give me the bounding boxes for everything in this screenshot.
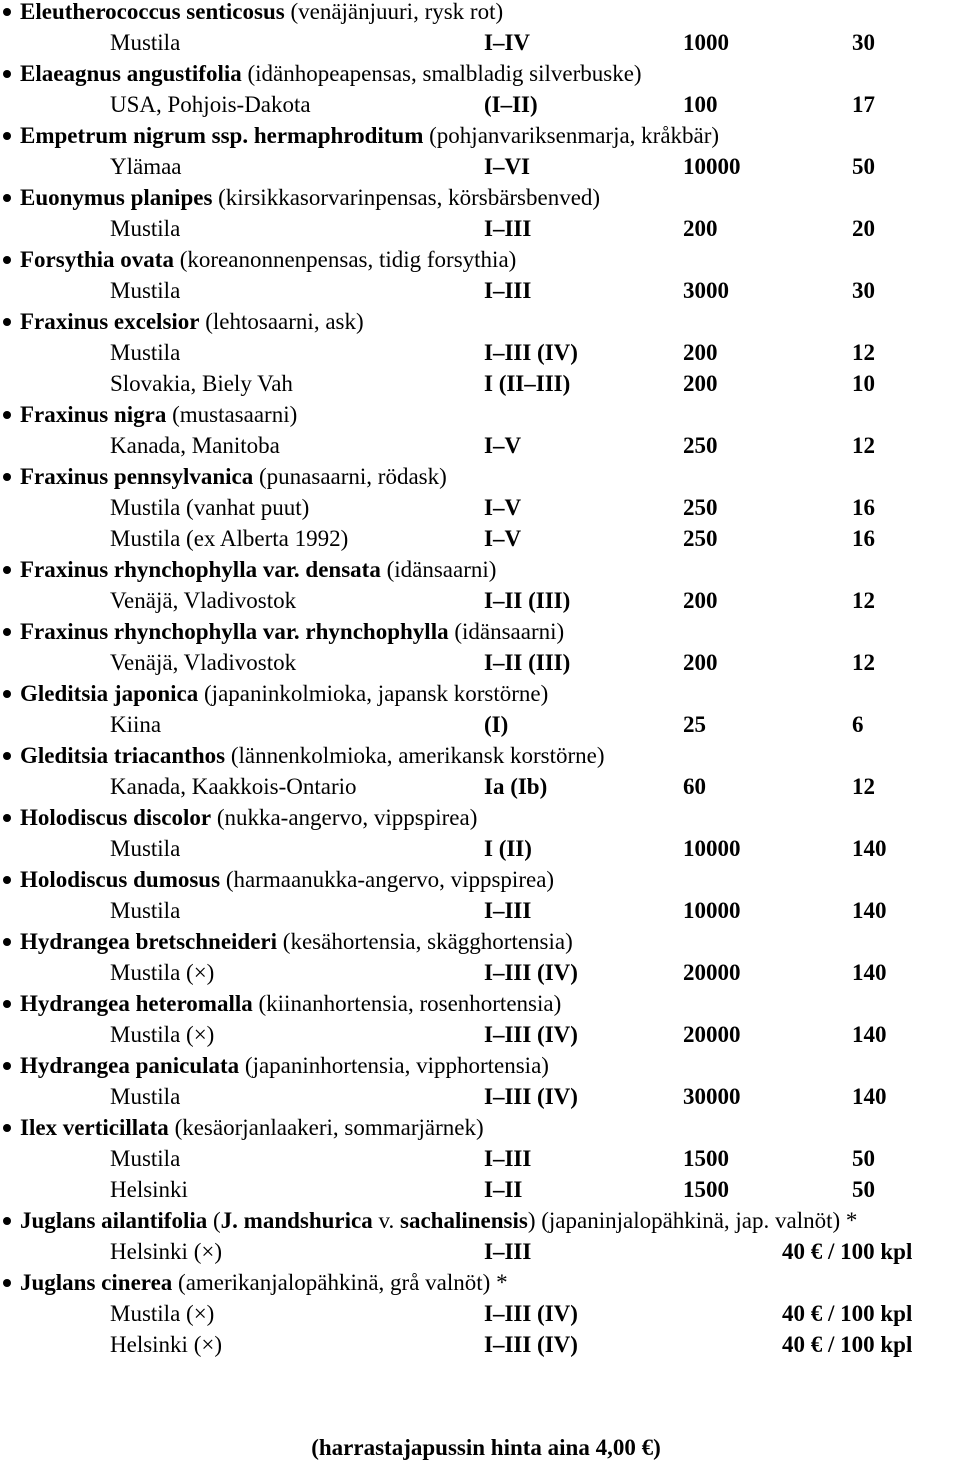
species-name: Holodiscus dumosus <box>20 867 221 892</box>
species-heading <box>0 616 960 647</box>
price-cell: 30 <box>852 278 875 303</box>
zone-cell: (I–II) <box>484 92 538 117</box>
origin-cell: Mustila <box>110 1146 181 1171</box>
origin-cell: Ylämaa <box>110 154 182 179</box>
origin-cell: Mustila <box>110 30 181 55</box>
species-common-names: (japaninhortensia, vipphortensia) <box>239 1053 549 1078</box>
origin-row <box>0 833 960 864</box>
quantity-cell: 10000 <box>683 836 741 861</box>
price-cell: 50 <box>852 154 875 179</box>
price-per-count-cell: 40 € / 100 kpl <box>782 1332 913 1357</box>
bullet-icon <box>3 1000 11 1008</box>
bullet-icon <box>3 411 11 419</box>
quantity-cell: 200 <box>683 371 718 396</box>
origin-cell: Slovakia, Biely Vah <box>110 371 293 396</box>
species-heading <box>0 306 960 337</box>
price-cell: 20 <box>852 216 875 241</box>
origin-row <box>0 151 960 182</box>
origin-cell: Kiina <box>110 712 162 737</box>
species-heading <box>0 1205 960 1236</box>
species-name: Eleutherococcus senticosus <box>20 0 285 24</box>
quantity-cell: 200 <box>683 340 718 365</box>
species-common-names: (lännenkolmioka, amerikansk korstörne) <box>225 743 605 768</box>
species-common-names: (harmaanukka-angervo, vippspirea) <box>220 867 555 892</box>
origin-row <box>0 1174 960 1205</box>
species-common-names: (kesäorjanlaakeri, sommarjärnek) <box>168 1115 484 1140</box>
zone-cell: I–II (III) <box>484 650 571 675</box>
origin-cell: Mustila <box>110 898 181 923</box>
zone-cell: I–III (IV) <box>484 1084 578 1109</box>
species-name: Fraxinus excelsior <box>20 309 200 334</box>
species-heading <box>0 678 960 709</box>
price-cell: 16 <box>852 526 875 551</box>
species-heading <box>0 1050 960 1081</box>
bullet-icon <box>3 814 11 822</box>
price-cell: 140 <box>852 836 887 861</box>
quantity-cell: 250 <box>683 526 718 551</box>
species-heading <box>0 0 960 27</box>
zone-cell: (I) <box>484 712 509 737</box>
zone-cell: I–III (IV) <box>484 1301 578 1326</box>
quantity-cell: 250 <box>683 495 718 520</box>
bullet-icon <box>3 876 11 884</box>
origin-row <box>0 1236 960 1267</box>
species-common-names: (idänsaarni) <box>380 557 497 582</box>
zone-cell: I–III <box>484 278 532 303</box>
origin-cell: Venäjä, Vladivostok <box>110 588 297 613</box>
price-cell: 30 <box>852 30 875 55</box>
price-cell: 12 <box>852 588 875 613</box>
bullet-icon <box>3 1124 11 1132</box>
species-name: Hydrangea paniculata <box>20 1053 240 1078</box>
origin-cell: Venäjä, Vladivostok <box>110 650 297 675</box>
origin-cell: Mustila <box>110 836 181 861</box>
species-name: Fraxinus pennsylvanica <box>20 464 254 489</box>
origin-cell: Mustila (ex Alberta 1992) <box>110 526 349 551</box>
species-name: Gleditsia japonica <box>20 681 199 706</box>
footer-note: (harrastajapussin hinta aina 4,00 €) <box>311 1435 661 1460</box>
bullet-icon <box>3 256 11 264</box>
bullet-icon <box>3 70 11 78</box>
origin-cell: Mustila (×) <box>110 1022 215 1047</box>
zone-cell: I–III (IV) <box>484 1332 578 1357</box>
quantity-cell: 20000 <box>683 1022 741 1047</box>
quantity-cell: 250 <box>683 433 718 458</box>
species-common-names: (nukka-angervo, vippspirea) <box>211 805 478 830</box>
origin-row <box>0 771 960 802</box>
origin-row <box>0 27 960 58</box>
species-name: Juglans ailantifolia <box>20 1208 208 1233</box>
species-common-names: (kirsikkasorvarinpensas, körsbärsbenved) <box>212 185 601 210</box>
species-name: Hydrangea heteromalla <box>20 991 253 1016</box>
price-cell: 16 <box>852 495 875 520</box>
species-common-names: (idänhopeapensas, smalbladig silverbuske) <box>241 61 642 86</box>
species-heading <box>0 802 960 833</box>
zone-cell: I–V <box>484 495 522 520</box>
species-common-names: (kesähortensia, skägghortensia) <box>277 929 573 954</box>
species-heading <box>0 244 960 275</box>
zone-cell: I–III (IV) <box>484 1022 578 1047</box>
zone-cell: I–III (IV) <box>484 340 578 365</box>
bullet-icon <box>3 132 11 140</box>
origin-cell: Mustila <box>110 340 181 365</box>
price-cell: 140 <box>852 960 887 985</box>
origin-cell: Mustila (×) <box>110 1301 215 1326</box>
origin-row <box>0 647 960 678</box>
origin-row <box>0 337 960 368</box>
species-name: Euonymus planipes <box>20 185 213 210</box>
species-common-names: ) (japaninjalopähkinä, jap. valnöt) * <box>527 1208 858 1233</box>
quantity-cell: 200 <box>683 650 718 675</box>
origin-cell: Helsinki <box>110 1177 188 1202</box>
species-common-names: (japaninkolmioka, japansk korstörne) <box>198 681 549 706</box>
quantity-cell: 1000 <box>683 30 729 55</box>
origin-row <box>0 368 960 399</box>
bullet-icon <box>3 473 11 481</box>
species-name: Holodiscus discolor <box>20 805 212 830</box>
price-cell: 140 <box>852 1022 887 1047</box>
species-name: Elaeagnus angustifolia <box>20 61 242 86</box>
species-common-names: (punasaarni, rödask) <box>253 464 447 489</box>
zone-cell: I–II <box>484 1177 523 1202</box>
quantity-cell: 60 <box>683 774 706 799</box>
quantity-cell: 10000 <box>683 154 741 179</box>
origin-row <box>0 1329 960 1360</box>
price-per-count-cell: 40 € / 100 kpl <box>782 1239 913 1264</box>
zone-cell: I–III <box>484 1239 532 1264</box>
origin-row <box>0 957 960 988</box>
bullet-icon <box>3 8 11 16</box>
species-name: Fraxinus rhynchophylla var. densata <box>20 557 381 582</box>
origin-row <box>0 1143 960 1174</box>
origin-cell: Mustila (vanhat puut) <box>110 495 310 520</box>
quantity-cell: 30000 <box>683 1084 741 1109</box>
species-name: J. mandshurica <box>220 1208 373 1233</box>
origin-cell: Kanada, Manitoba <box>110 433 280 458</box>
quantity-cell: 200 <box>683 216 718 241</box>
price-cell: 140 <box>852 898 887 923</box>
species-common-names: (amerikanjalopähkinä, grå valnöt) * <box>172 1270 508 1295</box>
zone-cell: I–III <box>484 1146 532 1171</box>
price-cell: 12 <box>852 433 875 458</box>
species-name: Fraxinus rhynchophylla var. rhynchophylla <box>20 619 449 644</box>
zone-cell: I (II) <box>484 836 532 861</box>
bullet-icon <box>3 752 11 760</box>
origin-cell: Mustila <box>110 216 181 241</box>
species-common-names: (mustasaarni) <box>166 402 298 427</box>
species-heading <box>0 120 960 151</box>
origin-cell: Mustila (×) <box>110 960 215 985</box>
species-name: Empetrum nigrum ssp. hermaphroditum <box>20 123 424 148</box>
species-heading <box>0 1112 960 1143</box>
price-cell: 140 <box>852 1084 887 1109</box>
zone-cell: I–V <box>484 526 522 551</box>
origin-cell: Helsinki (×) <box>110 1332 222 1357</box>
bullet-icon <box>3 938 11 946</box>
species-name: Hydrangea bretschneideri <box>20 929 278 954</box>
origin-row <box>0 430 960 461</box>
species-heading <box>0 58 960 89</box>
zone-cell: I (II–III) <box>484 371 571 396</box>
species-heading <box>0 554 960 585</box>
price-cell: 17 <box>852 92 875 117</box>
species-common-names: (idänsaarni) <box>448 619 565 644</box>
quantity-cell: 1500 <box>683 1177 729 1202</box>
origin-row <box>0 89 960 120</box>
origin-cell: Kanada, Kaakkois-Ontario <box>110 774 357 799</box>
species-heading <box>0 864 960 895</box>
species-heading <box>0 399 960 430</box>
bullet-icon <box>3 1062 11 1070</box>
origin-cell: Mustila <box>110 1084 181 1109</box>
species-name: Gleditsia triacanthos <box>20 743 226 768</box>
species-common-names: (kiinanhortensia, rosenhortensia) <box>252 991 562 1016</box>
zone-cell: I–VI <box>484 154 531 179</box>
origin-cell: USA, Pohjois-Dakota <box>110 92 311 117</box>
quantity-cell: 3000 <box>683 278 729 303</box>
origin-row <box>0 213 960 244</box>
zone-cell: I–V <box>484 433 522 458</box>
species-common-names: ( <box>207 1208 221 1233</box>
zone-cell: I–IV <box>484 30 531 55</box>
origin-row <box>0 895 960 926</box>
price-cell: 50 <box>852 1146 875 1171</box>
price-cell: 12 <box>852 774 875 799</box>
quantity-cell: 1500 <box>683 1146 729 1171</box>
species-heading <box>0 182 960 213</box>
origin-row <box>0 275 960 306</box>
origin-row <box>0 1019 960 1050</box>
bullet-icon <box>3 318 11 326</box>
bullet-icon <box>3 194 11 202</box>
bullet-icon <box>3 1217 11 1225</box>
bullet-icon <box>3 566 11 574</box>
species-heading <box>0 926 960 957</box>
quantity-cell: 10000 <box>683 898 741 923</box>
origin-row <box>0 1081 960 1112</box>
origin-row <box>0 709 960 740</box>
zone-cell: I–III (IV) <box>484 960 578 985</box>
origin-row <box>0 492 960 523</box>
bullet-icon <box>3 1279 11 1287</box>
origin-row <box>0 523 960 554</box>
price-cell: 6 <box>852 712 864 737</box>
quantity-cell: 25 <box>683 712 706 737</box>
bullet-icon <box>3 690 11 698</box>
zone-cell: I–II (III) <box>484 588 571 613</box>
species-common-names: (koreanonnenpensas, tidig forsythia) <box>173 247 517 272</box>
species-name: Forsythia ovata <box>20 247 174 272</box>
price-cell: 10 <box>852 371 875 396</box>
species-heading <box>0 1267 960 1298</box>
species-common-names: (venäjänjuuri, rysk rot) <box>284 0 504 24</box>
zone-cell: Ia (Ib) <box>484 774 548 799</box>
price-cell: 12 <box>852 340 875 365</box>
origin-cell: Mustila <box>110 278 181 303</box>
quantity-cell: 100 <box>683 92 718 117</box>
species-name: Juglans cinerea <box>20 1270 173 1295</box>
quantity-cell: 200 <box>683 588 718 613</box>
price-per-count-cell: 40 € / 100 kpl <box>782 1301 913 1326</box>
price-cell: 12 <box>852 650 875 675</box>
zone-cell: I–III <box>484 898 532 923</box>
species-heading <box>0 988 960 1019</box>
species-name: sachalinensis <box>400 1208 528 1233</box>
quantity-cell: 20000 <box>683 960 741 985</box>
origin-cell: Helsinki (×) <box>110 1239 222 1264</box>
origin-row <box>0 1298 960 1329</box>
species-common-names: (lehtosaarni, ask) <box>199 309 364 334</box>
origin-row <box>0 585 960 616</box>
species-name: Fraxinus nigra <box>20 402 167 427</box>
bullet-icon <box>3 628 11 636</box>
price-cell: 50 <box>852 1177 875 1202</box>
species-name: Ilex verticillata <box>20 1115 169 1140</box>
zone-cell: I–III <box>484 216 532 241</box>
species-common-names: (pohjanvariksenmarja, kråkbär) <box>423 123 720 148</box>
species-common-names: v. <box>372 1208 401 1233</box>
species-heading <box>0 740 960 771</box>
species-heading <box>0 461 960 492</box>
